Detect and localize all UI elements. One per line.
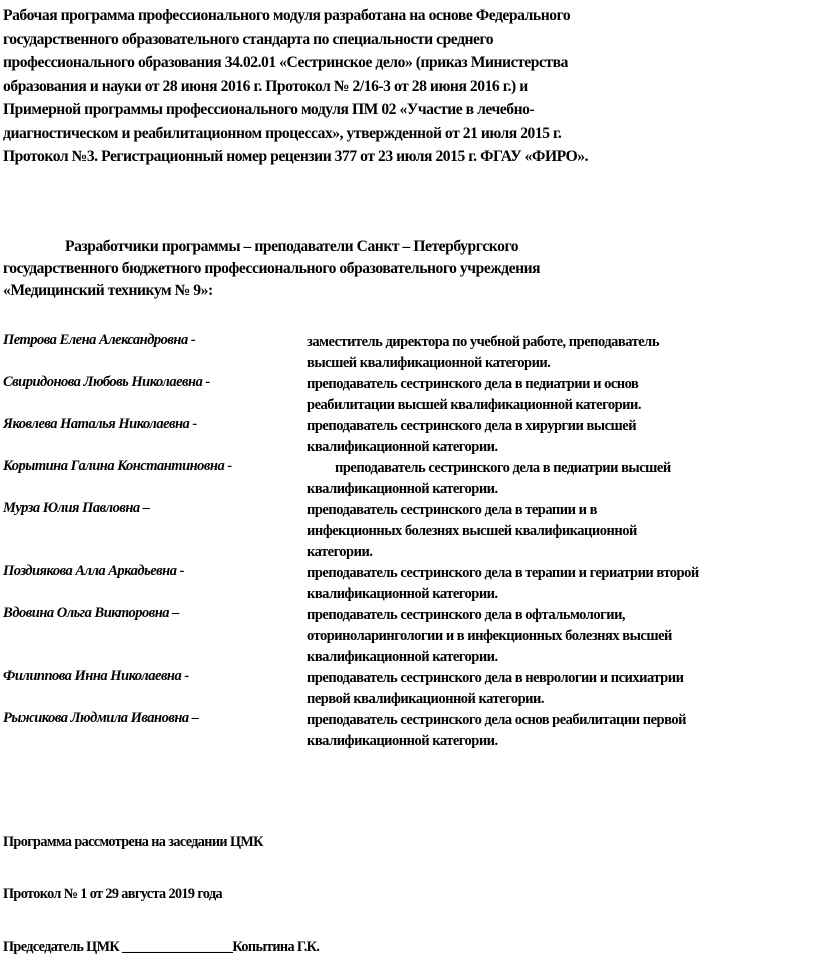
- developer-entry: [3, 668, 816, 710]
- developer-name: Мурза Юлия Павловна –: [3, 500, 150, 516]
- developer-role: [307, 710, 816, 752]
- developer-name: Филиппова Инна Николаевна -: [3, 668, 189, 684]
- developer-role: [307, 563, 816, 605]
- developer-entry: [3, 563, 816, 605]
- developers-line: Разработчики программы – преподаватели Санкт – Петербургского: [65, 238, 519, 255]
- developer-name: Вдовина Ольга Викторовна –: [3, 605, 179, 621]
- reviewed-line: Программа рассмотрена на заседании ЦМК: [3, 834, 263, 850]
- intro-line: диагностическом и реабилитационном процессах», утвержденной от 21 июля 2015 г.: [3, 124, 562, 142]
- role-line: реабилитации высшей квалификационной категории.: [307, 397, 641, 413]
- developer-entry: [3, 332, 816, 374]
- role-line: преподаватель сестринского дела в офтальмологии,: [307, 607, 626, 623]
- role-line: преподаватель сестринского дела в терапии и гериатрии второй: [307, 565, 699, 581]
- developer-entry: [3, 458, 816, 500]
- role-line: высшей квалификационной категории.: [307, 355, 551, 371]
- developer-entry: [3, 710, 816, 752]
- developer-name: Корытина Галина Константиновна -: [3, 458, 232, 474]
- developers-line: «Медицинский техникум № 9»:: [3, 282, 213, 299]
- developer-name: Петрова Елена Александровна -: [3, 332, 196, 348]
- intro-line: Рабочая программа профессионального модуля разработана на основе Федерального: [3, 7, 571, 24]
- developers-line: государственного бюджетного профессионального образовательного учреждения: [3, 260, 541, 277]
- developer-role: [307, 416, 816, 458]
- developer-name: Свиридонова Любовь Николаевна -: [3, 374, 210, 390]
- developer-role: [307, 374, 816, 416]
- developer-role: [307, 668, 816, 710]
- role-line: квалификационной категории.: [307, 439, 498, 455]
- role-line: преподаватель сестринского дела в неврологии и психиатрии: [307, 670, 684, 686]
- developer-entry: [3, 500, 816, 563]
- role-line: преподаватель сестринского дела в педиатрии и основ: [307, 376, 639, 392]
- developer-name: Рыжикова Людмила Ивановна –: [3, 710, 199, 726]
- chair-signature-line: Председатель ЦМК _________________Копытина Г.К.: [3, 939, 320, 955]
- developers-list: [3, 332, 816, 752]
- intro-line: образования и науки от 28 июня 2016 г. Протокол № 2/16-3 от 28 июня 2016 г.) и: [3, 77, 528, 95]
- intro-line: государственного образовательного стандарта по специальности среднего: [3, 30, 494, 48]
- developer-role: [307, 500, 816, 563]
- developer-entry: [3, 605, 816, 668]
- role-line: квалификационной категории.: [307, 586, 498, 602]
- role-line: квалификационной категории.: [307, 733, 498, 749]
- intro-line: профессионального образования 34.02.01 «Сестринское дело» (приказ Министерства: [3, 54, 568, 71]
- developers-paragraph: [3, 236, 813, 302]
- developer-entry: [3, 416, 816, 458]
- developer-role: [307, 458, 816, 500]
- role-line: оториноларингологии и в инфекционных болезнях высшей: [307, 628, 672, 644]
- protocol-line: Протокол № 1 от 29 августа 2019 года: [3, 886, 223, 902]
- intro-line: Примерной программы профессионального модуля ПМ 02 «Участие в лечебно-: [3, 101, 535, 118]
- developer-role: [307, 605, 816, 668]
- developer-role: [307, 332, 816, 374]
- developer-entry: [3, 374, 816, 416]
- intro-paragraph: [3, 4, 813, 169]
- role-line: заместитель директора по учебной работе, преподаватель: [307, 334, 659, 350]
- role-line: преподаватель сестринского дела в педиатрии высшей: [335, 460, 671, 476]
- role-line: преподаватель сестринского дела в терапии и в: [307, 502, 597, 518]
- role-line: преподаватель сестринского дела в хирургии высшей: [307, 418, 637, 434]
- role-line: инфекционных болезнях высшей квалификационной: [307, 523, 637, 539]
- intro-line: Протокол №3. Регистрационный номер рецензии 377 от 23 июля 2015 г. ФГАУ «ФИРО».: [3, 148, 589, 165]
- developer-name: Яковлева Наталья Николаевна -: [3, 416, 197, 432]
- developer-name: Поздиякова Алла Аркадьевна -: [3, 563, 184, 579]
- role-line: преподаватель сестринского дела основ реабилитации первой: [307, 712, 686, 728]
- role-line: квалификационной категории.: [307, 649, 498, 665]
- role-line: категории.: [307, 544, 373, 560]
- role-line: первой квалификационной категории.: [307, 691, 544, 707]
- role-line: квалификационной категории.: [307, 481, 498, 497]
